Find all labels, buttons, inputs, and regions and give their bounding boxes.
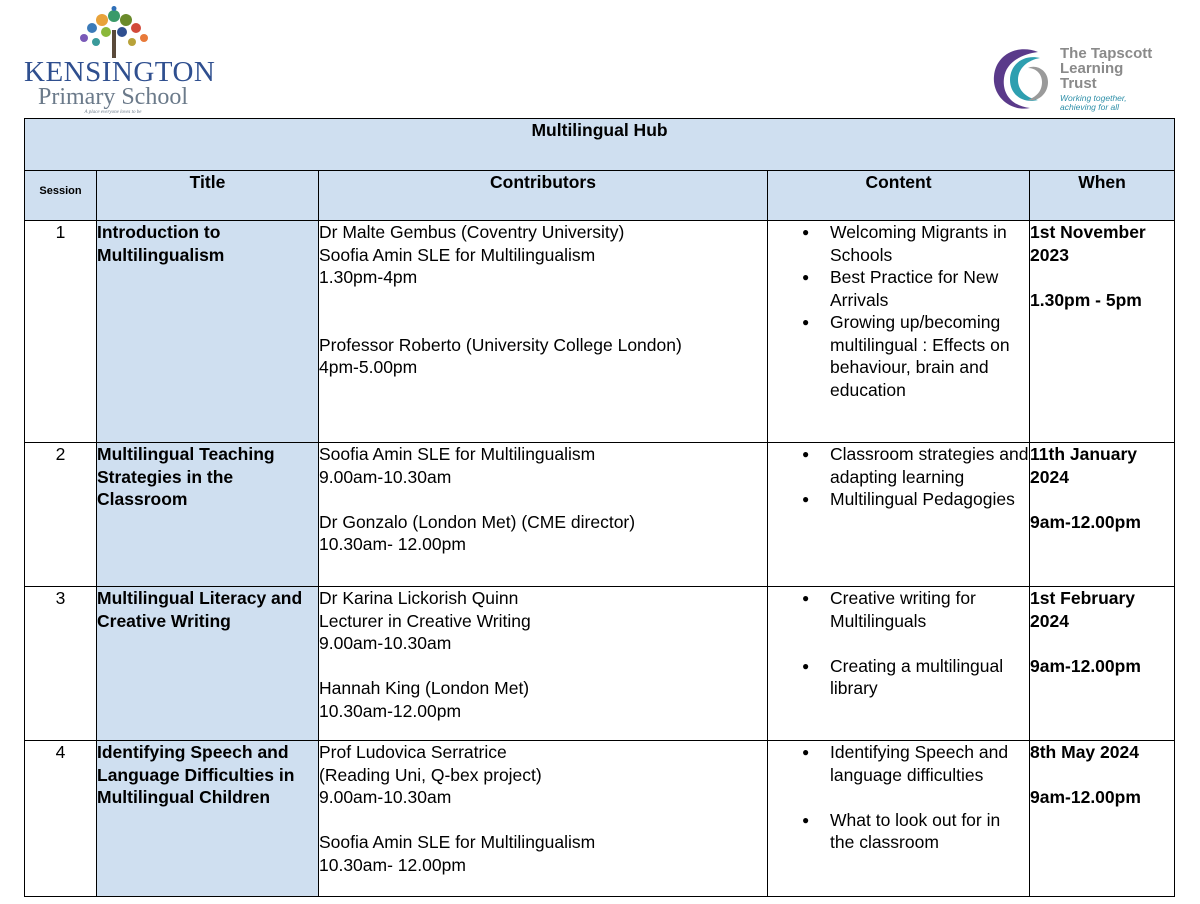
- contributor-line: Dr Karina Lickorish Quinn: [319, 588, 519, 608]
- session-title: Identifying Speech and Language Difficulties in Multilingual Children: [97, 741, 319, 897]
- kensington-tagline: A place everyone loves to be: [84, 110, 142, 115]
- content-item: ● Classroom strategies and adapting learning: [768, 443, 1029, 488]
- kensington-subtitle: Primary School: [38, 84, 188, 110]
- session-title: Multilingual Teaching Strategies in the Classroom: [97, 443, 319, 587]
- session-number: 3: [25, 587, 97, 741]
- when-time: 9am-12.00pm: [1030, 511, 1141, 532]
- when-time: 9am-12.00pm: [1030, 787, 1141, 807]
- session-title: Multilingual Literacy and Creative Writing: [97, 587, 319, 741]
- session-contributors: [319, 443, 768, 587]
- contributor-line: 9.00am-10.30am: [319, 466, 452, 487]
- tapscott-name-line: Trust: [1060, 75, 1097, 92]
- contributor-line: Soofia Amin SLE for Multilingualism: [319, 444, 596, 464]
- contributor-line: 9.00am-10.30am: [319, 633, 452, 653]
- table-row: [25, 221, 1175, 443]
- header-content: Content: [768, 171, 1030, 221]
- contributor-line: Dr Gonzalo (London Met) (CME director): [319, 511, 636, 532]
- content-item: ● Growing up/becoming multilingual : Effects on behaviour, brain and education: [768, 311, 1029, 401]
- session-content: [768, 221, 1030, 443]
- session-contributors: [319, 587, 768, 741]
- session-number: 1: [25, 221, 97, 443]
- header-session: Session: [25, 171, 97, 221]
- contributor-line: 10.30am-12.00pm: [319, 700, 462, 721]
- table-title: Multilingual Hub: [25, 119, 1175, 171]
- session-number: 4: [25, 741, 97, 897]
- tapscott-logo: [988, 42, 1178, 118]
- contributor-line: (Reading Uni, Q-bex project): [319, 764, 542, 785]
- when-time: 9am-12.00pm: [1030, 655, 1141, 676]
- contributor-line: Dr Malte Gembus (Coventry University): [319, 222, 625, 242]
- contributor-line: 1.30pm-4pm: [319, 267, 418, 287]
- header-title: Title: [97, 171, 319, 221]
- tree-icon: [66, 6, 162, 58]
- session-when: [1030, 221, 1175, 443]
- contributor-line: 9.00am-10.30am: [319, 787, 452, 807]
- contributor-line: Soofia Amin SLE for Multilingualism: [319, 832, 596, 852]
- contributor-line: Hannah King (London Met): [319, 678, 530, 698]
- content-item: ● Creative writing for Multilinguals: [768, 587, 1029, 632]
- contributor-line: 10.30am- 12.00pm: [319, 534, 466, 554]
- session-content: [768, 443, 1030, 587]
- kensington-name: KENSINGTON: [24, 56, 216, 88]
- session-when: [1030, 741, 1175, 897]
- table-row: [25, 741, 1175, 897]
- tapscott-name-line: The Tapscott: [1060, 45, 1153, 62]
- kensington-logo: [24, 6, 216, 115]
- session-contributors: [319, 741, 768, 897]
- tapscott-tagline-line: achieving for all: [1060, 102, 1120, 112]
- contributor-line: Soofia Amin SLE for Multilingualism: [319, 244, 596, 265]
- session-when: [1030, 443, 1175, 587]
- schedule-table: [24, 118, 1175, 897]
- contributor-line: 10.30am- 12.00pm: [319, 854, 466, 875]
- table-title-row: [25, 119, 1175, 171]
- contributor-line: Lecturer in Creative Writing: [319, 610, 531, 631]
- contributor-line: 4pm-5.00pm: [319, 357, 418, 377]
- table-row: [25, 443, 1175, 587]
- session-when: [1030, 587, 1175, 741]
- content-item: ● Welcoming Migrants in Schools: [768, 221, 1029, 266]
- when-time: 1.30pm - 5pm: [1030, 289, 1142, 310]
- session-number: 2: [25, 443, 97, 587]
- when-date: 1st February 2024: [1030, 588, 1136, 631]
- when-date: 8th May 2024: [1030, 742, 1139, 762]
- content-item: ● Multilingual Pedagogies: [768, 488, 1029, 511]
- header-contributors: Contributors: [319, 171, 768, 221]
- content-item: ● What to look out for in the classroom: [768, 809, 1029, 854]
- table-row: [25, 587, 1175, 741]
- swirl-icon: [988, 44, 1054, 114]
- contributor-line: Prof Ludovica Serratrice: [319, 742, 507, 762]
- when-date: 11th January 2024: [1030, 444, 1137, 487]
- content-item: ● Best Practice for New Arrivals: [768, 266, 1029, 311]
- table-header-row: [25, 171, 1175, 221]
- session-contributors: [319, 221, 768, 443]
- session-content: [768, 741, 1030, 897]
- content-item: ● Creating a multilingual library: [768, 655, 1029, 700]
- contributor-line: Professor Roberto (University College London): [319, 334, 682, 355]
- when-date: 1st November 2023: [1030, 222, 1146, 265]
- tapscott-name-line: Learning: [1060, 60, 1124, 77]
- content-item: ● Identifying Speech and language difficulties: [768, 741, 1029, 786]
- tapscott-tagline-line: Working together,: [1060, 93, 1127, 103]
- session-title: Introduction to Multilingualism: [97, 221, 319, 443]
- session-content: [768, 587, 1030, 741]
- tapscott-name: [1060, 46, 1178, 91]
- tapscott-tagline: [1060, 94, 1170, 112]
- header-when: When: [1030, 171, 1175, 221]
